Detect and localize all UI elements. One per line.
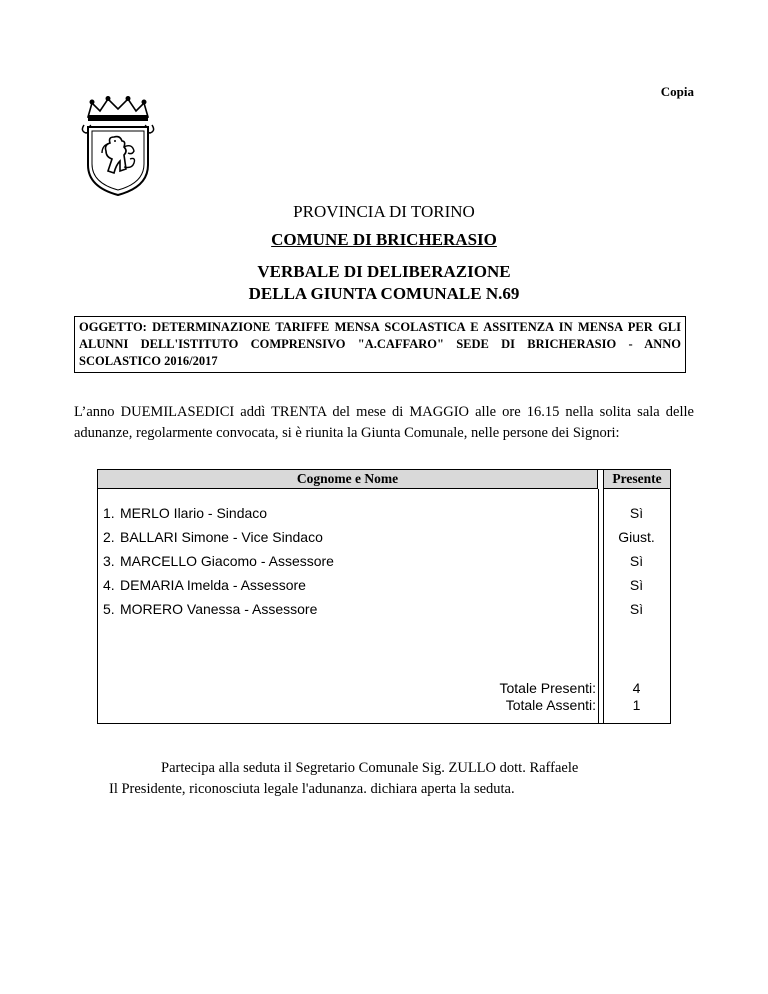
column-header-name: Cognome e Nome — [98, 470, 598, 489]
totals-values — [603, 680, 670, 714]
row-present: Giust. — [618, 529, 655, 545]
municipal-crest-icon — [80, 95, 156, 197]
row-present: Sì — [629, 577, 644, 593]
oggetto-box: OGGETTO: DETERMINAZIONE TARIFFE MENSA SCOLASTICA E ASSITENZA IN MENSA PER GLI ALUNNI DELL'ISTITUTO COMPRENSIVO "A.CAFFARO" SEDE DI BRICHERASIO - ANNO SCOLASTICO 2016/2017 — [74, 316, 686, 373]
verbale-line-1: VERBALE DI DELIBERAZIONE — [257, 262, 511, 281]
intro-paragraph: L’anno DUEMILASEDICI addì TRENTA del mese di MAGGIO alle ore 16.15 nella solita sala delle adunanze, regolarmente convocata, si è riunita la Giunta Comunale, nelle persone dei Signori: — [74, 404, 694, 441]
row-present: Sì — [629, 553, 644, 569]
table-row — [98, 601, 670, 623]
row-present: Sì — [629, 601, 644, 617]
row-name: MORERO Vanessa - Assessore — [120, 601, 318, 617]
table-row — [98, 553, 670, 575]
table-row — [98, 577, 670, 599]
column-header-present: Presente — [603, 470, 670, 489]
row-number: 2. — [103, 529, 115, 545]
verbale-line-2: DELLA GIUNTA COMUNALE N.69 — [248, 284, 520, 303]
totale-assenti-value: 1 — [632, 697, 641, 713]
table-row — [98, 505, 670, 527]
totale-presenti-value: 4 — [632, 680, 641, 696]
row-present: Sì — [629, 505, 644, 521]
row-name: DEMARIA Imelda - Assessore — [120, 577, 306, 593]
totale-assenti-label: Totale Assenti: — [505, 697, 596, 713]
row-name: BALLARI Simone - Vice Sindaco — [120, 529, 323, 545]
row-number: 3. — [103, 553, 115, 569]
row-name: MARCELLO Giacomo - Assessore — [120, 553, 334, 569]
totale-presenti-label: Totale Presenti: — [499, 680, 596, 696]
totals-labels — [500, 680, 597, 714]
row-name: MERLO Ilario - Sindaco — [120, 505, 268, 521]
provincia-title: PROVINCIA DI TORINO — [293, 202, 475, 221]
segretario-line: Partecipa alla seduta il Segretario Comunale Sig. ZULLO dott. Raffaele — [161, 760, 579, 776]
table-row — [98, 529, 670, 551]
comune-title: COMUNE DI BRICHERASIO — [271, 230, 497, 249]
row-number: 4. — [103, 577, 115, 593]
presidente-line: Il Presidente, riconosciuta legale l'adunanza. dichiara aperta la seduta. — [109, 781, 515, 797]
attendance-table — [97, 469, 671, 724]
copy-label: Copia — [660, 84, 694, 99]
verbale-title — [0, 261, 768, 305]
row-number: 1. — [103, 505, 115, 521]
row-number: 5. — [103, 601, 115, 617]
